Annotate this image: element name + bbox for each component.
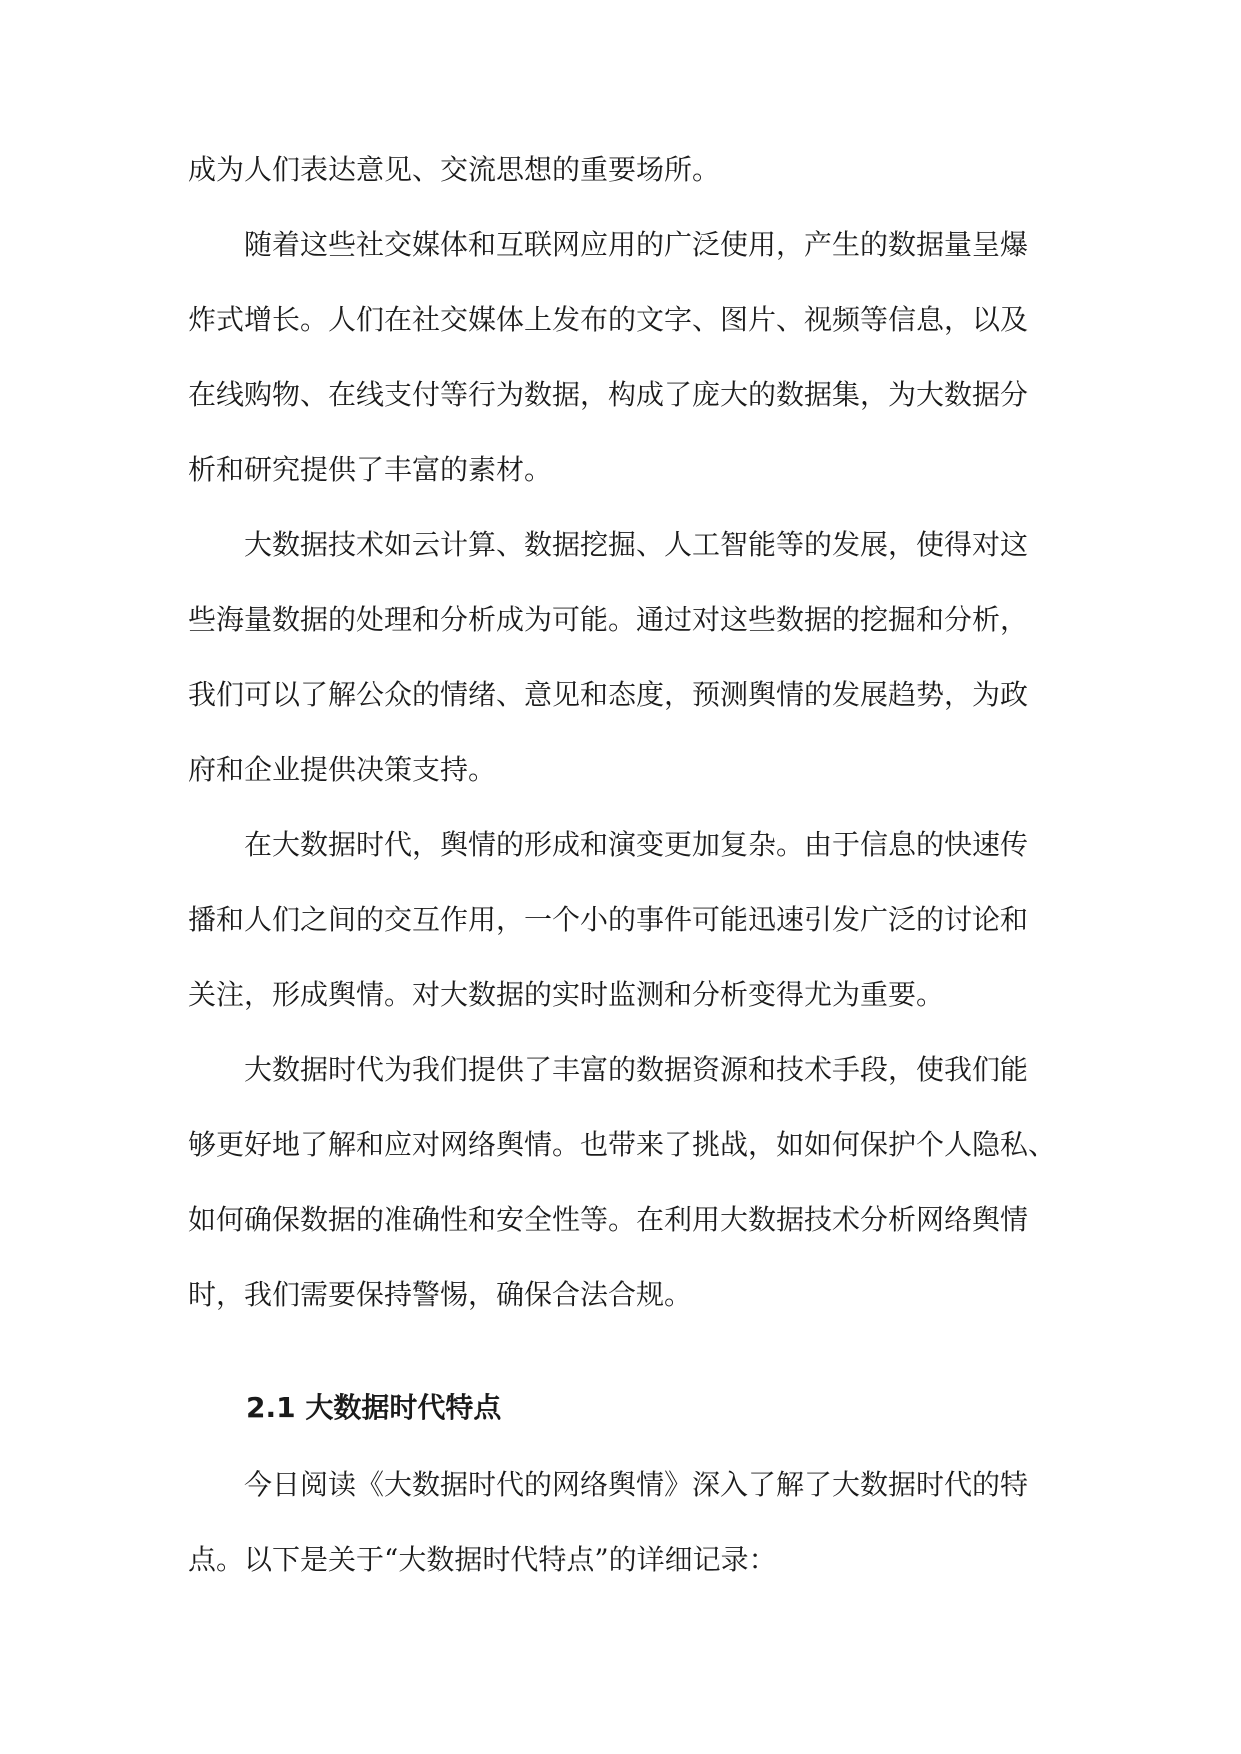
text-line-18: 点。以下是关于“大数据时代特点”的详细记录： bbox=[188, 1543, 777, 1576]
text-line-7: 些海量数据的处理和分析成为可能。通过对这些数据的挖掘和分析， bbox=[188, 603, 1029, 636]
section-heading: 2.1 大数据时代特点 bbox=[246, 1391, 502, 1424]
text-line-11: 播和人们之间的交互作用，一个小的事件可能迅速引发广泛的讨论和 bbox=[188, 903, 1029, 936]
text-line-1: 成为人们表达意见、交流思想的重要场所。 bbox=[188, 153, 721, 186]
text-line-9: 府和企业提供决策支持。 bbox=[188, 753, 497, 786]
text-line-16: 时，我们需要保持警惕，确保合法合规。 bbox=[188, 1278, 693, 1311]
text-line-6: 大数据技术如云计算、数据挖掘、人工智能等的发展，使得对这 bbox=[188, 528, 1029, 561]
text-line-5: 析和研究提供了丰富的素材。 bbox=[188, 453, 553, 486]
text-line-15: 如何确保数据的准确性和安全性等。在利用大数据技术分析网络舆情 bbox=[188, 1203, 1029, 1236]
text-line-3: 炸式增长。人们在社交媒体上发布的文字、图片、视频等信息，以及 bbox=[188, 303, 1029, 336]
text-line-4: 在线购物、在线支付等行为数据，构成了庞大的数据集，为大数据分 bbox=[188, 378, 1029, 411]
text-line-2: 随着这些社交媒体和互联网应用的广泛使用，产生的数据量呈爆 bbox=[188, 228, 1029, 261]
text-line-12: 关注，形成舆情。对大数据的实时监测和分析变得尤为重要。 bbox=[188, 978, 945, 1011]
text-line-14: 够更好地了解和应对网络舆情。也带来了挑战，如如何保护个人隐私、 bbox=[188, 1128, 1057, 1161]
text-line-17: 今日阅读《大数据时代的网络舆情》深入了解了大数据时代的特 bbox=[188, 1468, 1029, 1501]
text-line-10: 在大数据时代，舆情的形成和演变更加复杂。由于信息的快速传 bbox=[188, 828, 1029, 861]
text-line-13: 大数据时代为我们提供了丰富的数据资源和技术手段，使我们能 bbox=[188, 1053, 1029, 1086]
text-line-8: 我们可以了解公众的情绪、意见和态度，预测舆情的发展趋势，为政 bbox=[188, 678, 1029, 711]
